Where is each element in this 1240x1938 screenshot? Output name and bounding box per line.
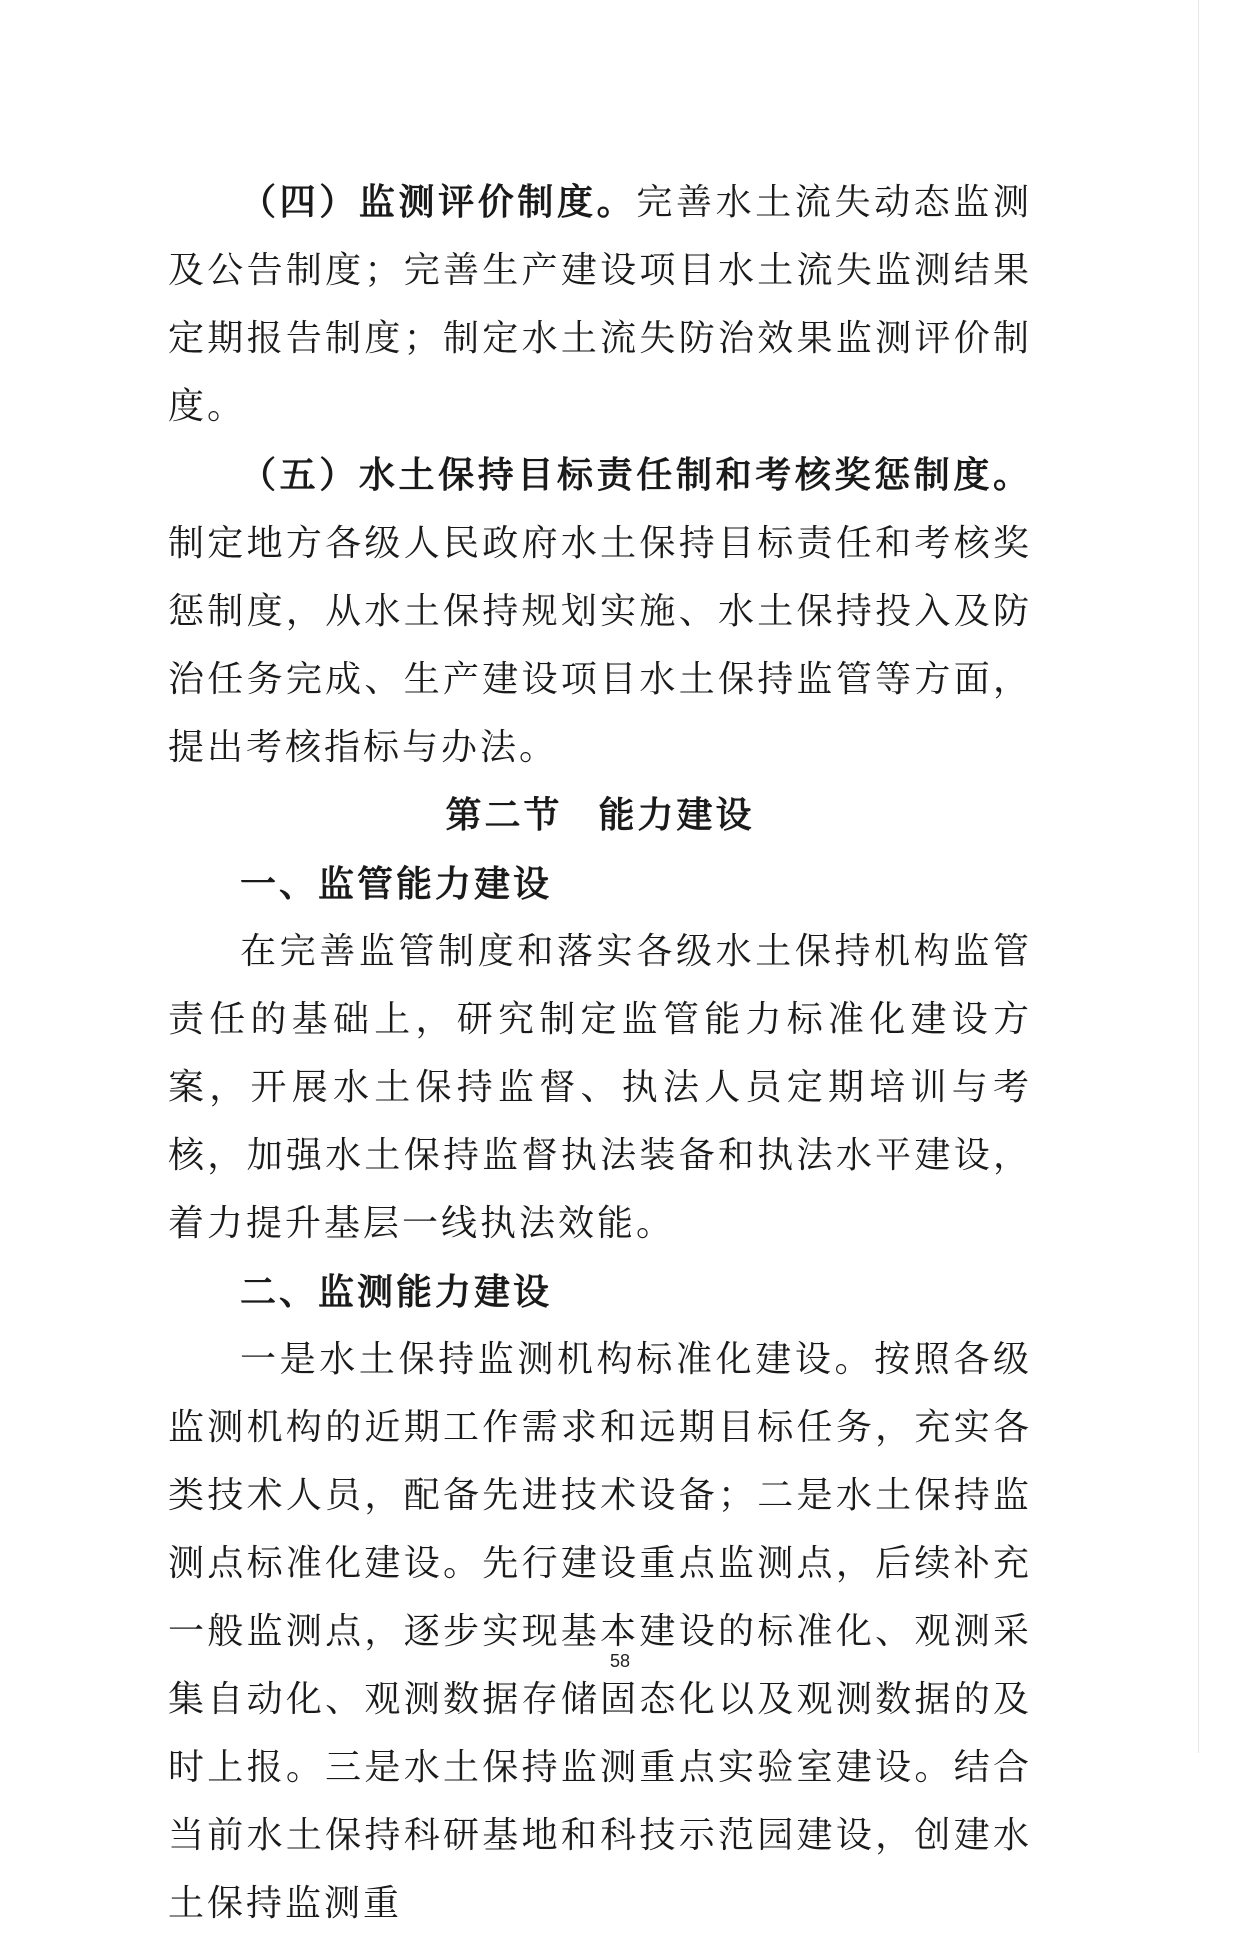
paragraph-body: 制定地方各级人民政府水土保持目标责任和考核奖惩制度，从水土保持规划实施、水土保持投入及防治任务完成、生产建设项目水土保持监管等方面，提出考核指标与办法。 bbox=[168, 523, 1032, 768]
page-number: 58 bbox=[609, 1651, 631, 1671]
scan-edge-line bbox=[1198, 0, 1199, 1753]
section-name: 能力建设 bbox=[598, 795, 755, 836]
section-number: 第二节 bbox=[445, 795, 563, 836]
paragraph-monitoring-capacity: 一是水土保持监测机构标准化建设。按照各级监测机构的近期工作需求和远期目标任务，充实各类技术人员，配备先进技术设备；二是水土保持监测点标准化建设。先行建设重点监测点，后续补充一般监测点，逐步实现基本建设的标准化、观测采集自动化、观测数据存储固态化以及观测数据的及时上报。三是水土保持监测重点实验室建设。结合当前水土保持科研基地和科技示范园建设，创建水土保持监测重 bbox=[168, 1339, 1032, 1924]
section-title bbox=[168, 782, 1032, 850]
paragraph-lead: （四）监测评价制度。 bbox=[240, 181, 637, 223]
paragraph-body: 完善水土流失动态监测及公告制度；完善生产建设项目水土流失监测结果定期报告制度；制定水土流失防治效果监测评价制度。 bbox=[168, 182, 1032, 427]
subheading-monitoring-capacity: 二、监测能力建设 bbox=[240, 1271, 553, 1313]
paragraph-lead: （五）水土保持目标责任制和考核奖惩制度。 bbox=[240, 454, 1032, 496]
paragraph-monitoring-evaluation bbox=[168, 168, 1032, 441]
paragraph-supervision-capacity: 在完善监管制度和落实各级水土保持机构监管责任的基础上，研究制定监管能力标准化建设方案，开展水土保持监督、执法人员定期培训与考核，加强水土保持监督执法装备和执法水平建设，着力提升基层一线执法效能。 bbox=[168, 931, 1032, 1244]
subheading-supervision-capacity: 一、监管能力建设 bbox=[240, 863, 553, 905]
paragraph-responsibility-system bbox=[168, 441, 1032, 782]
page-content bbox=[168, 168, 1032, 1938]
